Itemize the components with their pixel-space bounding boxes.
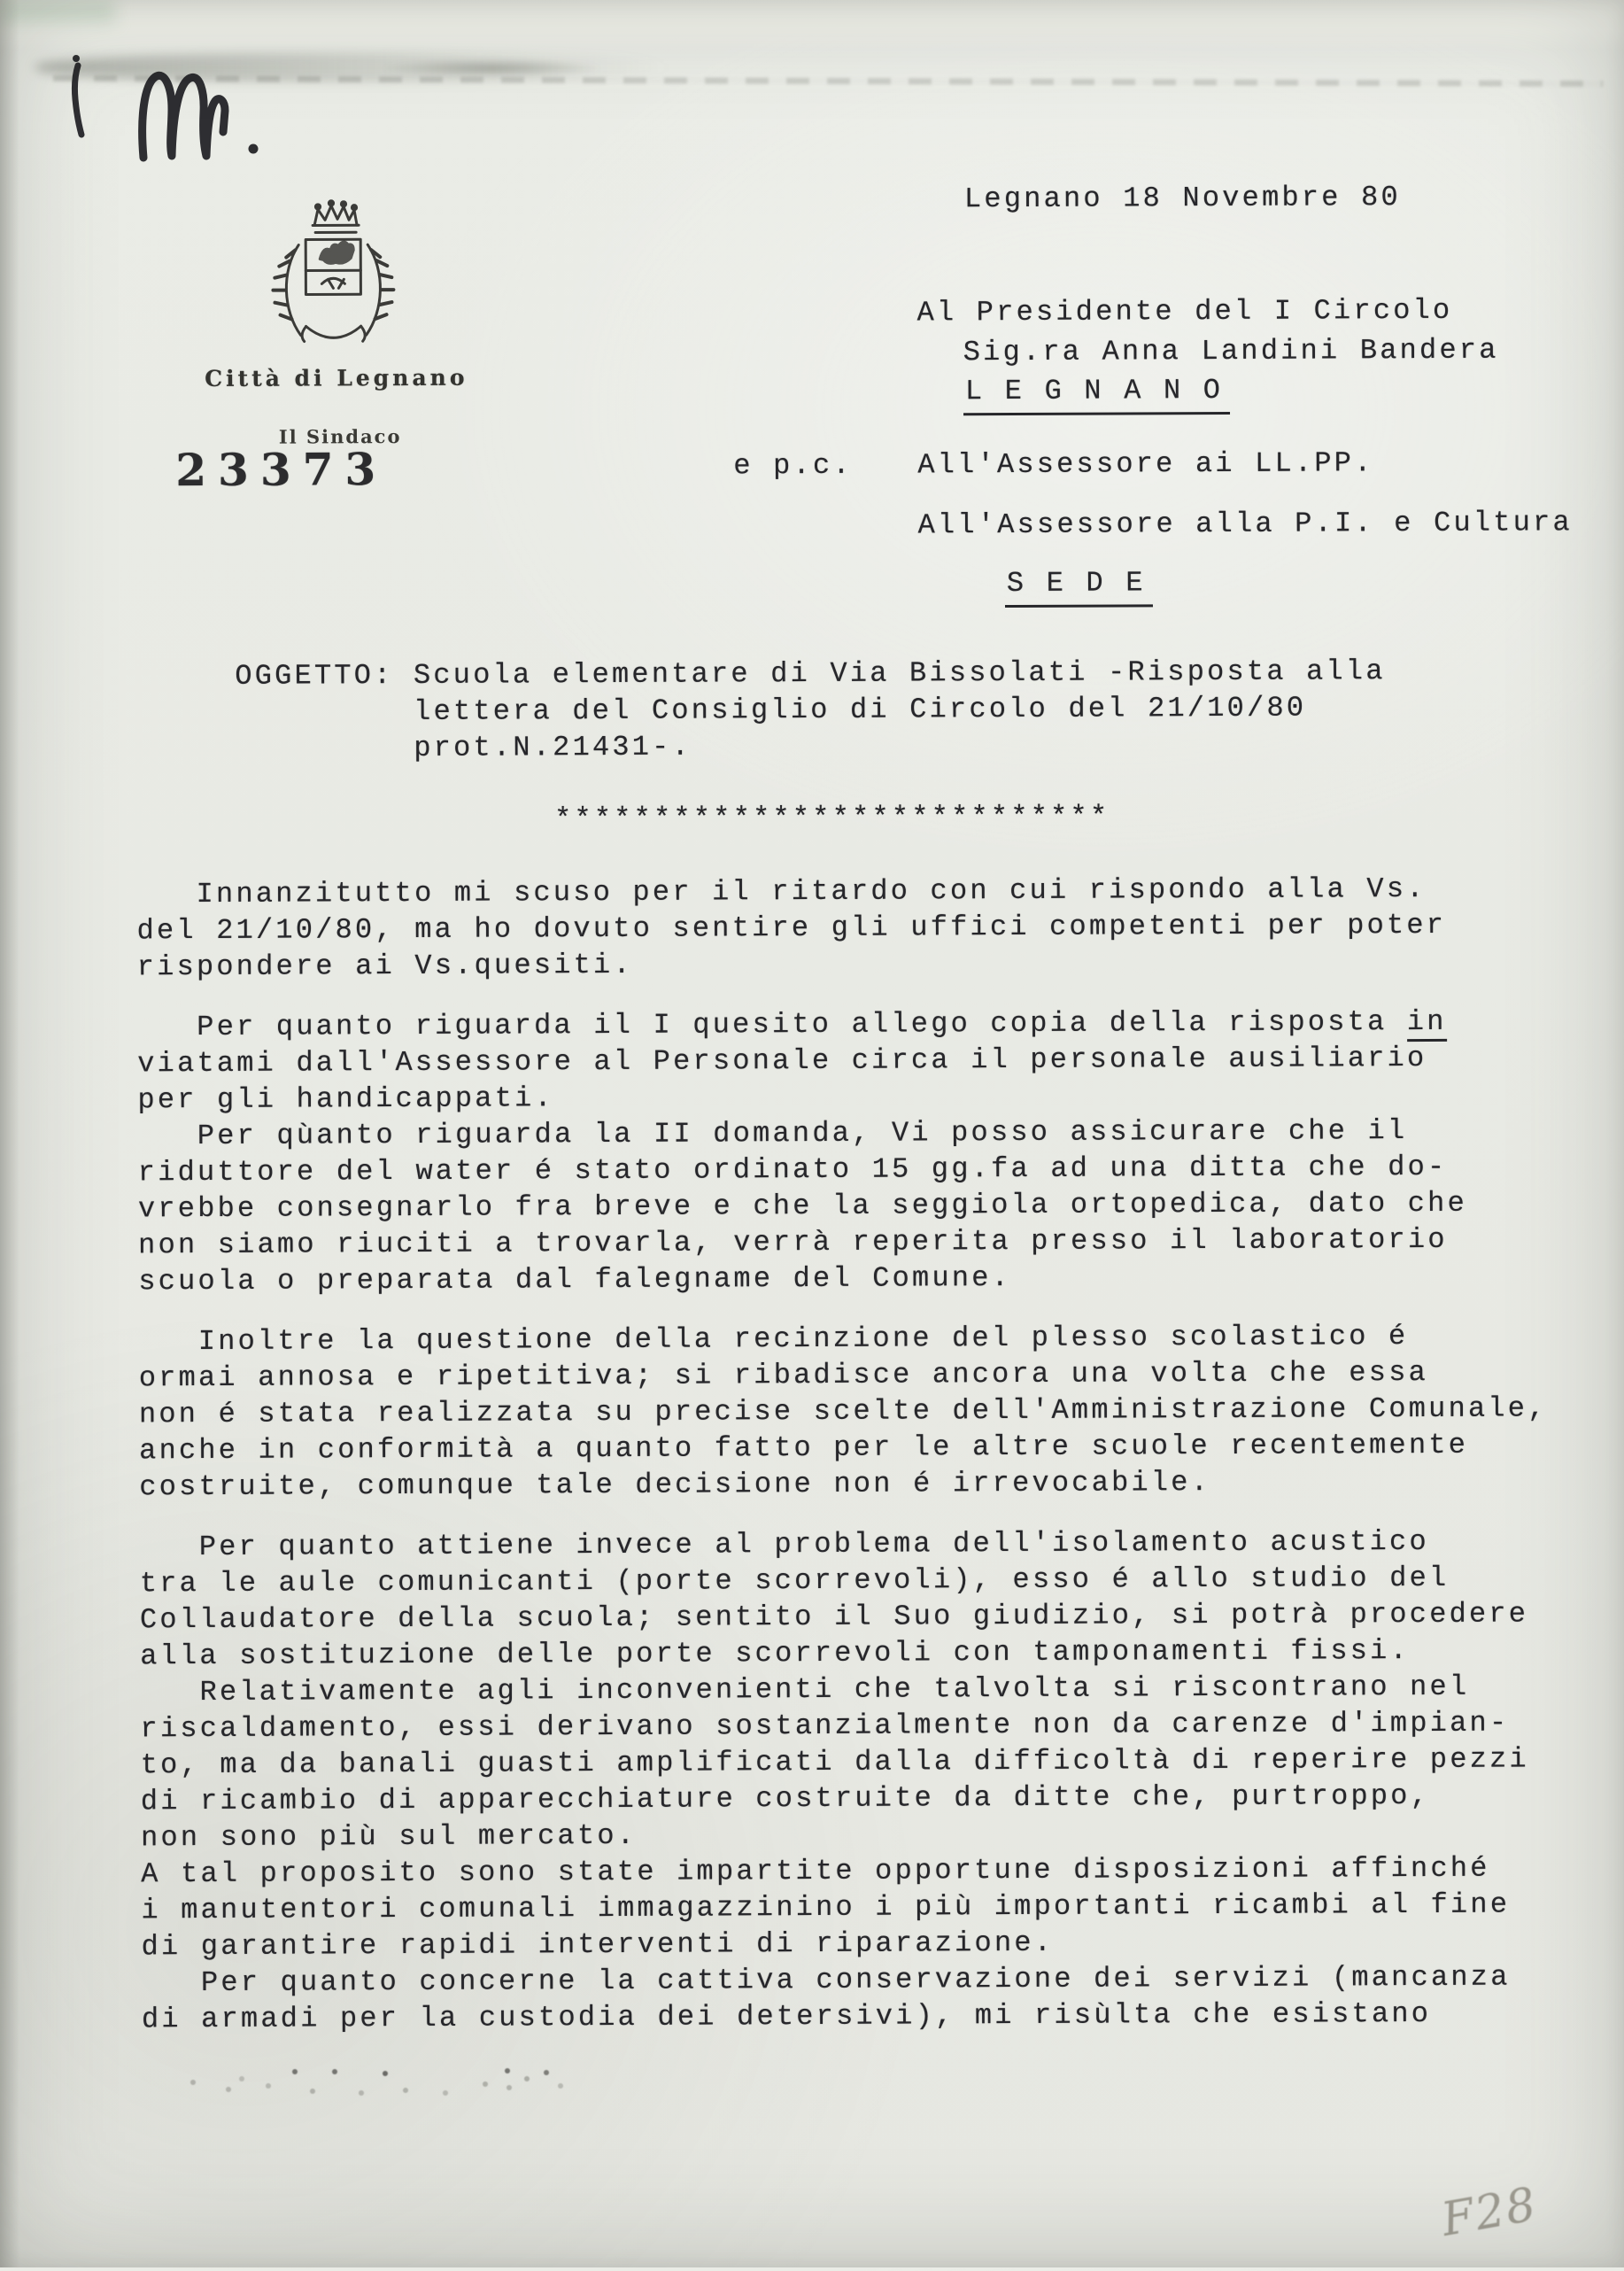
protocol-number-stamp: 23373: [175, 443, 387, 496]
body-line: Per quanto riguarda il I quesito allego copia della risposta in: [137, 1003, 1546, 1045]
body-line: non é stata realizzata su precise scelte dell'Amministrazione Comunale,: [139, 1390, 1548, 1432]
body-line: scuola o preparata dal falegname del Comune.: [138, 1257, 1547, 1299]
body-line: riduttore del water é stato ordinato 15 gg.fa ad una ditta che do-: [138, 1148, 1547, 1190]
subject-line: lettera del Consiglio di Circolo del 21/10/80: [235, 689, 1386, 731]
body-line: anche in conformità a quanto fatto per le altre scuole recentemente: [139, 1426, 1548, 1469]
body-line: Collaudatore della scuola; sentito il Suo giudizio, si potrà procedere: [140, 1595, 1549, 1638]
cc-label: e p.c.: [733, 448, 853, 484]
pencil-archive-mark: F28: [1438, 2178, 1542, 2247]
body-line: di garantire rapidi interventi di riparazione.: [141, 1922, 1550, 1965]
recipient-city: L E G N A N O: [963, 373, 1230, 415]
body-line: Per qùanto riguarda la II domanda, Vi posso assicurare che il: [138, 1112, 1547, 1154]
subject-block: [235, 653, 1386, 767]
body-line: Per quanto attiene invece al problema dell'isolamento acustico: [140, 1523, 1549, 1565]
body-line: A tal proposito sono state impartite opportune disposizioni affinché: [141, 1849, 1550, 1892]
body-line: di ricambio di apparecchiature costruite da ditte che, purtroppo,: [141, 1777, 1550, 1819]
letterhead-office: Il Sindaco: [251, 425, 429, 448]
cc-line-1: All'Assessore ai LL.PP.: [917, 446, 1373, 483]
body-line: to, ma da banali guasti amplificati dalla difficoltà di reperire pezzi: [141, 1740, 1550, 1783]
cc-location: S E D E: [1005, 565, 1153, 608]
body-line: Relativamente agli inconvenienti che talvolta si riscontrano nel: [140, 1668, 1549, 1710]
body-line: non sono più sul mercato.: [141, 1813, 1550, 1856]
body-line: rispondere ai Vs.quesiti.: [137, 942, 1546, 985]
dateline: Legnano 18 Novembre 80: [964, 180, 1401, 217]
body-line: tra le aule comunicanti (porte scorrevoli), esso é allo studio del: [140, 1559, 1549, 1601]
body-text: [136, 870, 1550, 2037]
body-line: Inoltre la questione della recinzione del plesso scolastico é: [139, 1317, 1548, 1360]
body-line: riscaldamento, essi derivano sostanzialmente non da carenze d'impian-: [140, 1704, 1549, 1747]
subject-line: OGGETTO: Scuola elementare di Via Bissolati -Risposta alla: [235, 653, 1386, 694]
letterhead-city-name: Città di Legnano: [204, 365, 469, 391]
cc-line-2: All'Assessore alla P.I. e Cultura: [918, 505, 1573, 543]
legnano-coat-of-arms-icon: [259, 193, 406, 355]
body-line: Per quanto concerne la cattiva conservazione dei servizi (mancanza: [142, 1958, 1551, 2001]
body-line: non siamo riuciti a trovarla, verrà reperita presso il laboratorio: [138, 1221, 1547, 1263]
body-line: vrebbe consegnarlo fra breve e che la seggiola ortopedica, dato che: [138, 1184, 1547, 1227]
asterisk-separator: ****************************: [554, 800, 1110, 838]
body-line: alla sostituzione delle porte scorrevoli con tamponamenti fissi.: [140, 1632, 1549, 1674]
body-line: costruite, comunque tale decisione non é irrevocabile.: [139, 1462, 1548, 1505]
body-line: i manutentori comunali immagazzinino i più importanti ricambi al fine: [141, 1886, 1550, 1928]
body-line: ormai annosa e ripetitiva; si ribadisce ancora una volta che essa: [139, 1353, 1548, 1396]
subject-line: prot.N.21431-.: [236, 725, 1387, 767]
faded-ghost-text: [292, 2069, 298, 2074]
recipient-line-1: Al Presidente del I Circolo: [916, 293, 1452, 331]
body-line: per gli handicappati.: [137, 1075, 1546, 1118]
body-line: viatami dall'Assessore al Personale circa il personale ausiliario: [137, 1039, 1546, 1081]
recipient-line-2: Sig.ra Anna Landini Bandera: [963, 333, 1499, 371]
body-line: del 21/10/80, ma ho dovuto sentire gli uffici competenti per poter: [136, 906, 1545, 949]
body-line: Innanzitutto mi scuso per il ritardo con cui rispondo alla Vs.: [136, 870, 1545, 912]
body-line: di armadi per la custodia dei detersivi), mi risùlta che esistano: [142, 1995, 1551, 2037]
